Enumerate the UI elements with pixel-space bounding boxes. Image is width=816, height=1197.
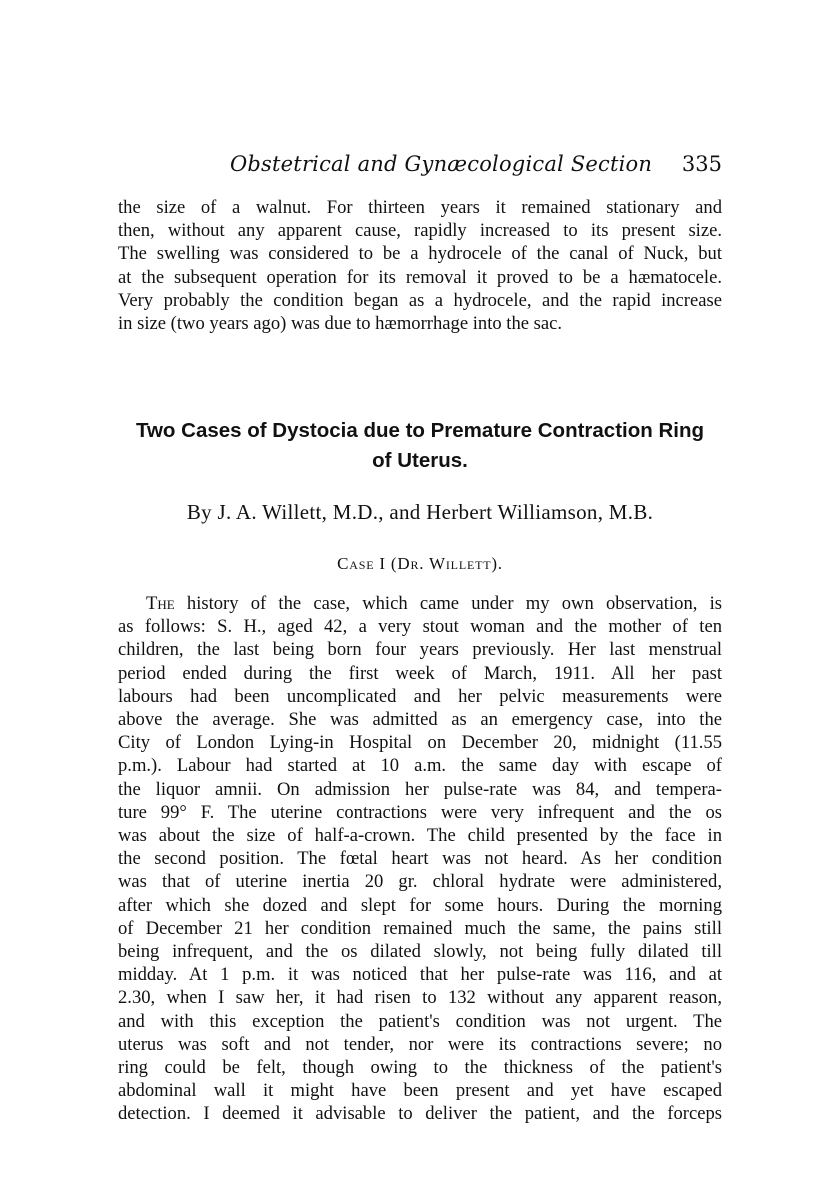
text-line-content: history of the case, which came under my own observation, is xyxy=(186,593,722,614)
text-line: was that of uterine inertia 20 gr. chloral hydrate were administered, xyxy=(118,871,722,893)
article-title-line-1: Two Cases of Dystocia due to Premature Contraction Ring xyxy=(135,419,704,442)
text-line xyxy=(118,592,722,615)
text-line: ring could be felt, though owing to the thickness of the patient's xyxy=(118,1057,722,1079)
running-title: Obstetrical and Gynæcological Section xyxy=(230,152,653,176)
text-line: at the subsequent operation for its removal it proved to be a hæmatocele. xyxy=(118,266,722,288)
text-line: the second position. The fœtal heart was not heard. As her condition xyxy=(118,848,722,870)
author-byline: By J. A. Willett, M.D., and Herbert Williamson, M.B. xyxy=(186,500,654,524)
case-body-paragraph xyxy=(118,592,722,1126)
text-line: midday. At 1 p.m. it was noticed that her pulse-rate was 116, and at xyxy=(118,964,722,986)
text-line: of December 21 her condition remained much the same, the pains still xyxy=(118,917,722,939)
text-line: labours had been uncomplicated and her pelvic measurements were xyxy=(118,685,722,707)
text-line: period ended during the first week of March, 1911. All her past xyxy=(118,662,722,684)
text-line: ture 99° F. The uterine contractions were very infrequent and the os xyxy=(118,801,722,823)
text-line: The swelling was considered to be a hydrocele of the canal of Nuck, but xyxy=(118,243,722,265)
text-line: being infrequent, and the os dilated slowly, not being fully dilated till xyxy=(118,941,722,963)
text-line: then, without any apparent cause, rapidly increased to its present size. xyxy=(118,220,722,242)
running-head xyxy=(118,152,722,180)
article-title-line-2: of Uterus. xyxy=(372,449,468,472)
text-line: uterus was soft and not tender, nor were its contractions severe; no xyxy=(118,1033,722,1055)
text-line: was about the size of half-a-crown. The child presented by the face in xyxy=(118,825,722,847)
text-line: City of London Lying-in Hospital on December 20, midnight (11.55 xyxy=(118,732,722,754)
text-line: Very probably the condition began as a hydrocele, and the rapid increase xyxy=(118,289,722,311)
text-line: abdominal wall it might have been present and yet have escaped xyxy=(118,1080,722,1102)
lead-word: The xyxy=(146,593,175,614)
case-heading: Case I (Dr. Willett). xyxy=(337,554,503,573)
continuation-paragraph xyxy=(118,196,722,335)
text-line: the size of a walnut. For thirteen years it remained stationary and xyxy=(118,197,722,218)
text-line: after which she dozed and slept for some hours. During the morning xyxy=(118,894,722,916)
text-line: in size (two years ago) was due to hæmorrhage into the sac. xyxy=(118,313,563,335)
text-line: children, the last being born four years previously. Her last menstrual xyxy=(118,639,722,661)
text-line: above the average. She was admitted as an emergency case, into the xyxy=(118,709,722,731)
text-line: as follows: S. H., aged 42, a very stout woman and the mother of ten xyxy=(118,616,722,638)
page-number: 335 xyxy=(681,152,722,176)
text-line: and with this exception the patient's condition was not urgent. The xyxy=(118,1010,722,1032)
article-title xyxy=(118,416,722,476)
text-line: p.m.). Labour had started at 10 a.m. the same day with escape of xyxy=(118,755,722,777)
text-line: 2.30, when I saw her, it had risen to 132 without any apparent reason, xyxy=(118,987,722,1009)
text-line: detection. I deemed it advisable to deliver the patient, and the forceps xyxy=(118,1103,722,1125)
text-line: the liquor amnii. On admission her pulse-rate was 84, and tempera- xyxy=(118,778,722,800)
